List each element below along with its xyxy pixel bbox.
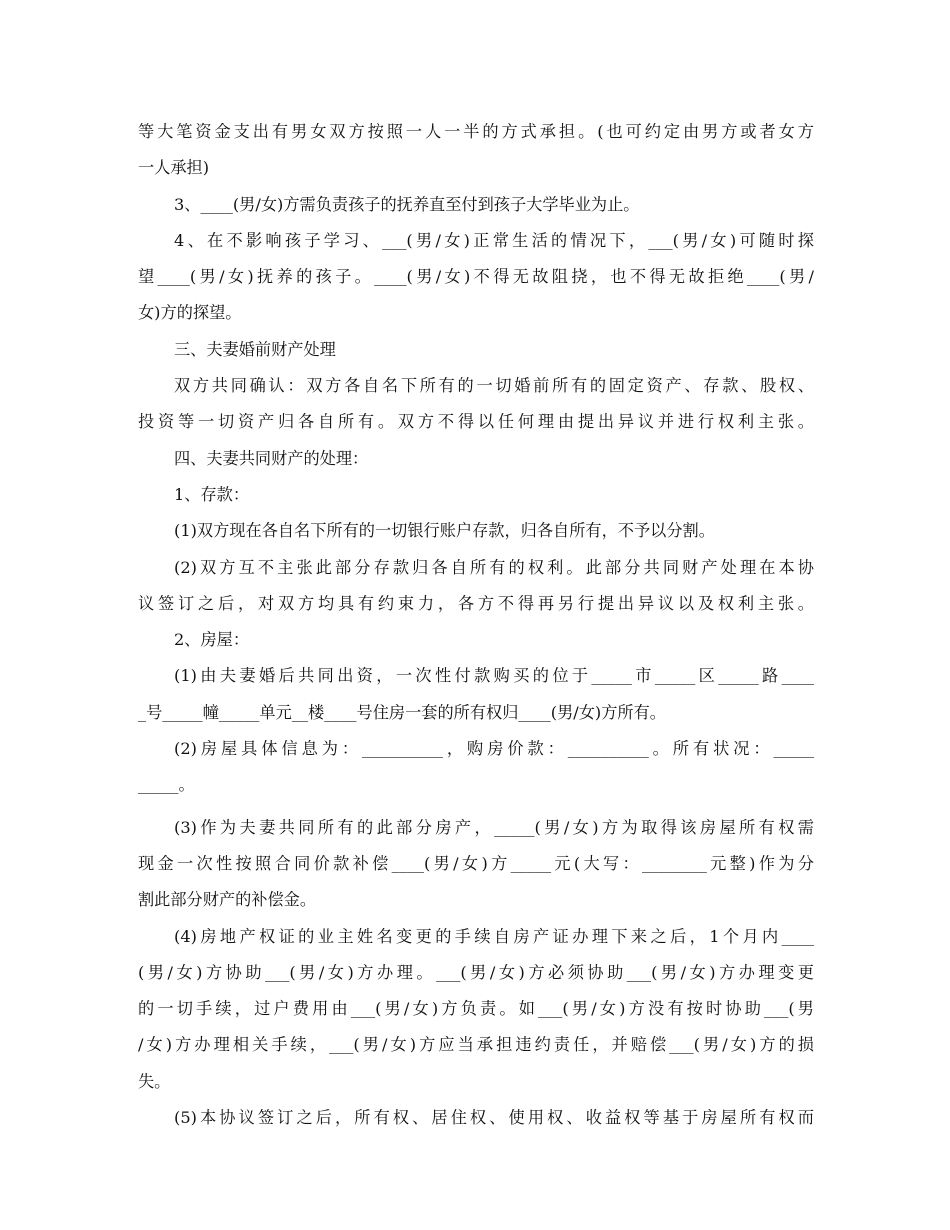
clause-deposit-2: (2)双方互不主张此部分存款归各自所有的权利。此部分共同财产处理在本协: [174, 557, 814, 577]
paragraph-line: 现金一次性按照合同价款补偿____(男/女)方_____元(大写：________元整)作为分: [138, 853, 814, 873]
paragraph-line: 等大笔资金支出有男女双方按照一人一半的方式承担。(也可约定由男方或者女方: [138, 122, 814, 141]
section-heading-joint-property: 四、夫妻共同财产的处理：: [174, 448, 369, 468]
paragraph-line: 的一切手续，过户费用由___(男/女)方负责。如___(男/女)方没有按时协助___(男: [138, 999, 814, 1019]
subheading-deposits: 1、存款：: [174, 484, 250, 504]
clause-house-2: (2)房屋具体信息为：__________，购房价款：__________。所有状况：_____: [174, 739, 814, 759]
subheading-house: 2、房屋：: [174, 630, 250, 650]
paragraph-line: _____。: [138, 775, 195, 795]
paragraph-line: 割此部分财产的补偿金。: [138, 890, 317, 910]
clause-3: 3、____(男/女)方需负责孩子的抚养直至付到孩子大学毕业为止。: [174, 194, 640, 214]
clause-4: 4、在不影响孩子学习、___(男/女)正常生活的情况下，___(男/女)可随时探: [174, 230, 814, 250]
paragraph-line: 失。: [138, 1071, 171, 1091]
paragraph-line: 投资等一切资产归各自所有。双方不得以任何理由提出异议并进行权利主张。: [138, 412, 814, 432]
clause-house-1: (1)由夫妻婚后共同出资，一次性付款购买的位于_____市_____区_____路____: [174, 666, 814, 686]
document-body: [138, 114, 814, 1136]
clause-deposit-1: (1)双方现在各自名下所有的一切银行账户存款，归各自所有，不予以分割。: [174, 521, 715, 541]
paragraph-line: (男/女)方协助___(男/女)方办理。___(男/女)方必须协助___(男/女)方办理变更: [138, 962, 814, 982]
paragraph-line: 一人承担): [138, 158, 210, 178]
paragraph-line: 议签订之后，对双方均具有约束力，各方不得再另行提出异议以及权利主张。: [138, 593, 814, 613]
clause-house-4: (4)房地产权证的业主姓名变更的手续自房产证办理下来之后，1个月内____: [174, 926, 814, 946]
paragraph-line: 双方共同确认：双方各自名下所有的一切婚前所有的固定资产、存款、股权、: [174, 376, 814, 396]
paragraph-line: /女)方办理相关手续，___(男/女)方应当承担违约责任，并赔偿___(男/女)方的损: [138, 1035, 814, 1055]
clause-house-5: (5)本协议签订之后，所有权、居住权、使用权、收益权等基于房屋所有权而: [174, 1108, 814, 1128]
section-heading-premarital-property: 三、夫妻婚前财产处理: [174, 339, 336, 359]
paragraph-line: 望____(男/女)抚养的孩子。____(男/女)不得无故阻挠，也不得无故拒绝____(男/: [138, 267, 814, 287]
clause-house-3: (3)作为夫妻共同所有的此部分房产，_____(男/女)方为取得该房屋所有权需: [174, 817, 814, 837]
paragraph-line: _号_____幢_____单元__楼____号住房一套的所有权归____(男/女)方所有。: [138, 702, 666, 722]
paragraph-line: 女)方的探望。: [138, 303, 242, 323]
